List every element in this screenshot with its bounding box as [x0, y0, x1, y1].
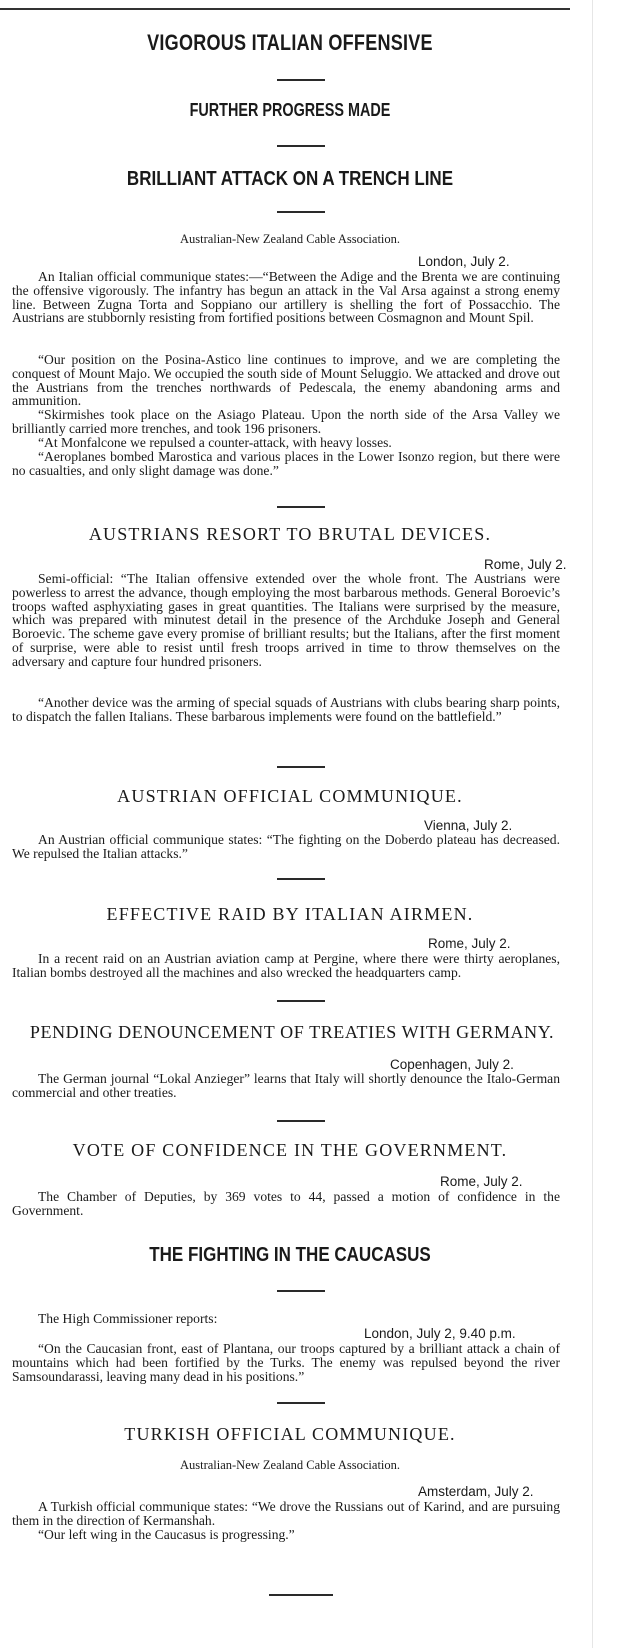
agency-credit: Australian-New Zealand Cable Association. [179, 232, 401, 246]
article-paragraph: “Skirmishes took place on the Asiago Plateau. Upon the north side of the Arsa Valley we brilliantly carried more trenches, and took 196 prisoners. [12, 407, 560, 436]
main-headline: VIGOROUS ITALIAN OFFENSIVE [147, 30, 433, 55]
dateline: Rome, July 2. [484, 557, 567, 572]
article-paragraph: “At Monfalcone we repulsed a counter-attack, with heavy losses. [38, 435, 392, 450]
intro-line: The High Commissioner reports: [38, 1311, 218, 1326]
article-paragraph: “Another device was the arming of special squads of Austrians with clubs bearing sharp points, to dispatch the fallen Italians. These barbarous implements were found on the battlefield.” [12, 695, 560, 724]
section-heading: AUSTRIAN OFFICIAL COMMUNIQUE. [117, 786, 463, 806]
dateline: Amsterdam, July 2. [418, 1484, 534, 1499]
headline-divider [277, 145, 325, 147]
section-divider [277, 766, 325, 768]
headline-divider [277, 1290, 325, 1292]
dateline: Rome, July 2. [440, 1174, 523, 1189]
article-paragraph: An Italian official communique states:—“Between the Adige and the Brenta we are continuing the offensive vigorously. The infantry has begun an attack in the Val Arsa against a strong enemy line. Between Zugna Torta and Soppiano our artillery is shelling the fort of Possacchio. The Austrians are stubbornly resisting from fortified positions between Cosmagnon and Mount Spil. [12, 269, 560, 326]
article-paragraph: The German journal “Lokal Anzieger” learns that Italy will shortly denounce the Italo-German commercial and other treaties. [12, 1071, 560, 1100]
column-gutter-line [592, 0, 593, 1648]
article-paragraph: A Turkish official communique states: “We drove the Russians out of Karind, and are pursuing them in the direction of Kermanshah. [12, 1499, 560, 1528]
article-paragraph: “Our position on the Posina-Astico line continues to improve, and we are completing the conquest of Mount Majo. We occupied the south side of Mount Seluggio. We attacked and drove out the Austrians from the trenches northwards of Pedescala, the enemy abandoning arms and ammunition. [12, 352, 560, 409]
section-heading: PENDING DENOUNCEMENT OF TREATIES WITH GERMANY. [29, 1022, 555, 1042]
sub-headline: FURTHER PROGRESS MADE [189, 100, 391, 120]
article-paragraph: In a recent raid on an Austrian aviation camp at Pergine, where there were thirty aeroplanes, Italian bombs destroyed all the machines and also wrecked the headquarters camp. [12, 951, 560, 980]
end-divider [269, 1594, 333, 1596]
headline-divider [277, 211, 325, 213]
agency-credit: Australian-New Zealand Cable Association. [179, 1458, 401, 1472]
dateline: Copenhagen, July 2. [390, 1057, 514, 1072]
top-border-rule [0, 8, 570, 10]
section-divider [277, 878, 325, 880]
dateline: London, July 2, 9.40 p.m. [364, 1326, 516, 1341]
section-headline: THE FIGHTING IN THE CAUCASUS [149, 1244, 431, 1266]
section-divider [277, 1402, 325, 1404]
dateline: Vienna, July 2. [424, 818, 513, 833]
sub-headline-2: BRILLIANT ATTACK ON A TRENCH LINE [126, 168, 454, 190]
section-divider [277, 506, 325, 508]
section-heading: TURKISH OFFICIAL COMMUNIQUE. [124, 1424, 456, 1444]
section-divider [277, 1120, 325, 1122]
article-paragraph: Semi-official: “The Italian offensive extended over the whole front. The Austrians were powerless to arrest the advance, though employing the most barbarous methods. General Boroevic’s troops wafted asphyxiating gases in great quantities. The Italians were surprised by the measure, which was prepared with minutest detail in the presence of the Archduke Joseph and General Boroevic. The scheme gave every promise of brilliant results; but the Italians, after the first moment of surprise, were able to resist until fresh troops arrived in time to throw themselves on the adversary and capture four hundred prisoners. [12, 571, 560, 669]
section-divider [277, 1000, 325, 1002]
article-paragraph: “Aeroplanes bombed Marostica and various places in the Lower Isonzo region, but there were no casualties, and only slight damage was done.” [12, 449, 560, 478]
headline-divider [277, 79, 325, 81]
dateline: London, July 2. [418, 254, 510, 269]
article-paragraph: The Chamber of Deputies, by 369 votes to 44, passed a motion of confidence in the Government. [12, 1189, 560, 1218]
article-paragraph: “Our left wing in the Caucasus is progressing.” [38, 1527, 295, 1542]
article-paragraph: “On the Caucasian front, east of Plantana, our troops captured by a brilliant attack a chain of mountains which had been fortified by the Turks. The enemy was repulsed beyond the river Samsoundarassi, leaving many dead in his positions.” [12, 1341, 560, 1384]
article-paragraph: An Austrian official communique states: “The fighting on the Doberdo plateau has decreased. We repulsed the Italian attacks.” [12, 832, 560, 861]
dateline: Rome, July 2. [428, 936, 511, 951]
section-heading: EFFECTIVE RAID BY ITALIAN AIRMEN. [106, 904, 474, 924]
section-heading: AUSTRIANS RESORT TO BRUTAL DEVICES. [88, 524, 492, 544]
section-heading: VOTE OF CONFIDENCE IN THE GOVERNMENT. [72, 1140, 508, 1160]
